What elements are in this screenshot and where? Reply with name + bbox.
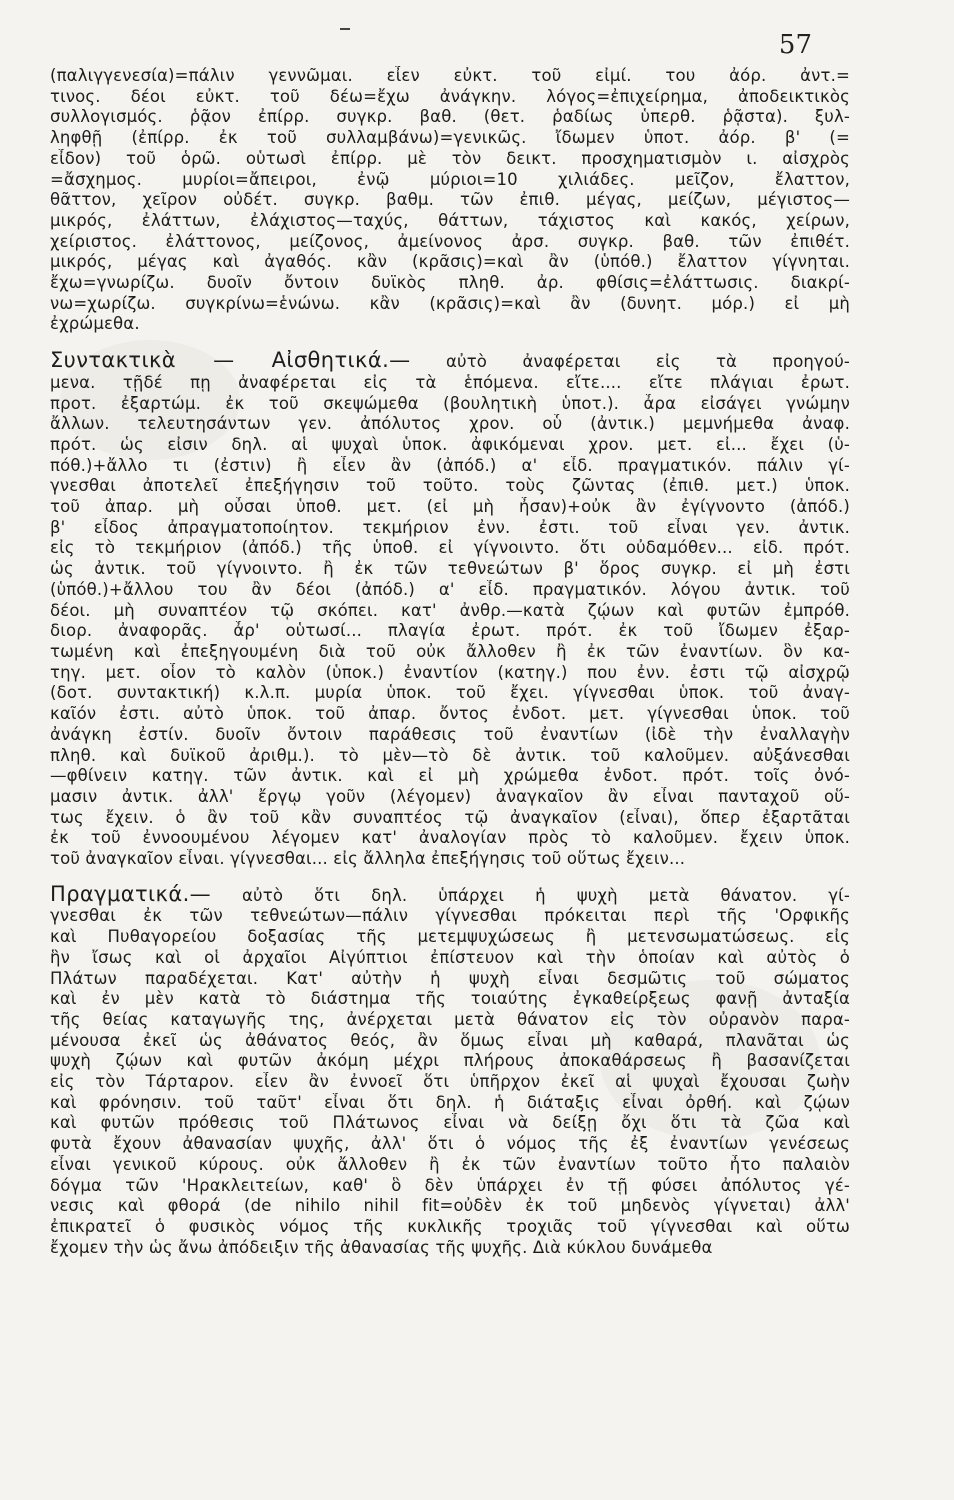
text-line: καὶ Πυθαγορείου δοξασίας τῆς μετεμψυχώσεως ἢ μετενσωματώσεως. εἰς <box>50 927 850 947</box>
text-line <box>50 350 850 373</box>
text-line: ἄλλων. τελευτησάντων γεν. ἀπόλυτος χρον. οὗ (ἀντικ.) μεμνήμεθα ἀναφ. <box>50 414 850 434</box>
text-line: ἐχρώμεθα. <box>50 314 140 334</box>
text-line: τως ἔχειν. ὁ ἂν τοῦ κἂν συναπτέος τῷ ἀναγκαῖον (εἶναι), ὅπερ ἐξαρτᾶται <box>50 807 850 827</box>
text-line: ἐκ τοῦ ἐννοουμένου λέγομεν κατ' ἀναλογίαν πρὸς τὸ καλοῦμεν. ἔχειν ὑποκ. <box>50 828 850 848</box>
text-line: ἀνάγκη ἐστίν. δυοῖν ὄντοιν παράθεσις τοῦ ἐναντίων (ἰδὲ τὴν ἐναλλαγὴν <box>50 724 850 744</box>
text-line: γνεσθαι ἐκ τῶν τεθνεώτων—πάλιν γίγνεσθαι πρόκειται περὶ τῆς 'Ορφικῆς <box>50 906 850 926</box>
text-line: —φθίνειν κατηγ. τῶν ἀντικ. καὶ εἰ μὴ χρώμεθα ἐνδοτ. πρότ. τοῖς ὀνό- <box>50 766 850 786</box>
text-line: εἶδον) τοῦ ὁρῶ. οὑτωσὶ ἐπίρρ. μὲ τὸν δεικτ. προσχηματισμὸν ι. αἰσχρὸς <box>50 148 850 168</box>
text-line-rest: αὐτὸ ὅτι δηλ. ὑπάρχει ἡ ψυχὴ μετὰ θάνατον. γί- <box>211 885 850 905</box>
text-line: τηγ. μετ. οἷον τὸ καλὸν (ὑποκ.) ἐναντίον (κατηγ.) που ἐνν. ἐστι τῷ αἰσχρῷ <box>50 662 850 682</box>
text-line: προτ. ἐξαρτώμ. ἐκ τοῦ σκεψώμεθα (βουλητικὴ ὑποτ.). ἆρα εἰσάγει γνώμην <box>50 393 850 413</box>
text-line: διορ. ἀναφορᾶς. ἆρ' οὑτωσί... πλαγία ἐρωτ. πρότ. ἐκ τοῦ ἴδωμεν ἐξαρ- <box>50 621 850 641</box>
text-line: τοῦ ἀναγκαῖον εἶναι. γίγνεσθαι... εἰς ἄλληλα ἐπεξήγησις τοῦ οὕτως ἔχειν... <box>50 849 686 869</box>
section-heading-factual: Πραγματικά.— <box>50 883 212 906</box>
text-line: μενα. τῇδέ πῃ ἀναφέρεται εἰς τὰ ἑπόμενα. εἴτε.... εἴτε πλάγιαι ἐρωτ. <box>50 372 850 392</box>
text-line: πρότ. ὡς εἰσιν δηλ. αἱ ψυχαὶ ὑποκ. ἀφικόμεναι χρον. μετ. εἰ... ἔχει (ὑ- <box>50 434 850 454</box>
text-line: νεσις καὶ φθορά (de nihilo nihil fit=οὐδὲν ἐκ τοῦ μηδενὸς γίγνεται) ἀλλ' <box>50 1196 850 1216</box>
text-line: τωμένη καὶ ἐπεξηγουμένη διὰ τοῦ οὐκ ἄλλοθεν ἢ ἐκ τῶν ἐναντίων. ὃν κα- <box>50 641 850 661</box>
text-line: ἔχω=γνωρίζω. δυοῖν ὄντοιν δυϊκὸς πληθ. ἀρ. φθίσις=ἐλάττωσις. διακρί- <box>50 273 850 293</box>
text-line: μικρός, ἐλάττων, ἐλάχιστος—ταχύς, θάττων, τάχιστος καὶ κακός, χείρων, <box>50 210 850 230</box>
text-line: μασιν ἀντικ. ἀλλ' ἔργῳ γοῦν (λέγομεν) ἀναγκαῖον ἂν εἶναι πανταχοῦ οὕ- <box>50 786 850 806</box>
text-line-rest: αὐτὸ ἀναφέρεται εἰς τὰ προηγού- <box>410 352 850 372</box>
text-line: δόγμα τῶν 'Ηρακλειτείων, καθ' ὃ δὲν ὑπάρχει ἐν τῇ φύσει ἀπόλυτος γέ- <box>50 1175 850 1195</box>
text-line: καὶ φρόνησιν. τοῦ ταῦτ' εἶναι ὅτι δηλ. ἡ διάταξις εἶναι ὀρθή. καὶ ζῴων <box>50 1092 850 1112</box>
text-line: ἐπικρατεῖ ὁ φυσικὸς νόμος τῆς κυκλικῆς τροχιᾶς τοῦ γίγνεσθαι καὶ οὕτω <box>50 1216 850 1236</box>
text-line: τῆς θείας καταγωγῆς της, ἀνέρχεται μετὰ θάνατον εἰς τὸν οὐρανὸν παρα- <box>50 1009 850 1029</box>
text-line <box>50 884 850 907</box>
section-factual-notes <box>50 884 850 1259</box>
section-heading-syntactic: Συντακτικὰ — Αἰσθητικά.— <box>50 350 411 373</box>
page-number: 57 <box>778 30 812 60</box>
section-syntactic-notes <box>50 350 850 870</box>
text-line: χείριστος. ἐλάττονος, μείζονος, ἀμείνονος ἀρσ. συγκρ. βαθ. τῶν ἐπιθέτ. <box>50 231 850 251</box>
text-line: Πλάτων παραδέχεται. Κατ' αὐτὴν ἡ ψυχὴ εἶναι δεσμῶτις τοῦ σώματος <box>50 968 850 988</box>
text-line: (δοτ. συντακτική) κ.λ.π. μυρία ὑποκ. τοῦ ἔχει. γίγνεσθαι ὑποκ. τοῦ ἀναγ- <box>50 683 850 703</box>
text-line: εἰς τὸν Τάρταρον. εἶεν ἂν ἐννοεῖ ὅτι ὑπῆρχον ἐκεῖ αἱ ψυχαὶ ἔχουσαι ζωὴν <box>50 1072 850 1092</box>
text-line: τοῦ ἀπαρ. μὴ οὖσαι ὑποθ. μετ. (εἰ μὴ ἦσαν)+οὐκ ἂν ἐγίγνοντο (ἀπόδ.) <box>50 497 850 517</box>
text-line: (παλιγγενεσία)=πάλιν γεννῶμαι. εἶεν εὐκτ. τοῦ εἰμί. του ἀόρ. ἀντ.= <box>50 66 850 85</box>
header-mark <box>340 28 350 30</box>
text-line: φυτὰ ἔχουν ἀθανασίαν ψυχῆς, ἀλλ' ὅτι ὁ νόμος τῆς ἐξ ἐναντίων γενέσεως <box>50 1134 850 1154</box>
text-line: πληθ. καὶ δυϊκοῦ ἀριθμ.). τὸ μὲν—τὸ δὲ ἀντικ. τοῦ καλοῦμεν. αὐξάνεσθαι <box>50 745 850 765</box>
text-line: συλλογισμός. ῥᾷον ἐπίρρ. συγκρ. βαθ. (θετ. ῥαδίως ὑπερθ. ῥᾷστα). ξυλ- <box>50 107 850 127</box>
text-line: =ἄσχημος. μυρίοι=ἄπειροι, ἐνῷ μύριοι=10 χιλιάδες. μεῖζον, ἔλαττον, <box>50 169 850 189</box>
text-line: τινος. δέοι εὐκτ. τοῦ δέω=ἔχω ἀνάγκην. λόγος=ἐπιχείρημα, ἀποδεικτικὸς <box>50 86 850 106</box>
text-line: δέοι. μὴ συναπτέον τῷ σκόπει. κατ' ἀνθρ.—κατὰ ζῴων καὶ φυτῶν ἐμπρόθ. <box>50 600 850 620</box>
text-line: μένουσα ἐκεῖ ὡς ἀθάνατος θεός, ἂν ὅμως εἶναι μὴ καθαρά, πλανᾶται ὡς <box>50 1030 850 1050</box>
text-line: καὶ ἐν μὲν κατὰ τὸ διάστημα τῆς τοιαύτης ἐγκαθείρξεως φανῇ ἀνταξία <box>50 989 850 1009</box>
text-line: (ὑπόθ.)+ἄλλου του ἂν δέοι (ἀπόδ.) α' εἶδ. πραγματικόν. λόγου ἀντικ. τοῦ <box>50 579 850 599</box>
text-line: καῖόν ἐστι. αὐτὸ ὑποκ. τοῦ ἀπαρ. ὄντος ἐνδοτ. μετ. γίγνεσθαι ὑποκ. τοῦ <box>50 704 850 724</box>
text-line: μικρός, μέγας καὶ ἀγαθός. κἂν (κρᾶσις)=καὶ ἂν (ὑπόθ.) ἔλαττον γίγνηται. <box>50 252 850 272</box>
text-line: ἔχομεν τὴν ὡς ἄνω ἀπόδειξιν τῆς ἀθανασίας τῆς ψυχῆς. Διὰ κύκλου δυνάμεθα <box>50 1237 713 1257</box>
text-line: ψυχὴ ζῴων καὶ φυτῶν ἀκόμη μέχρι πλήρους ἀποκαθάρσεως ἢ βασανίζεται <box>50 1051 850 1071</box>
text-line: εἶναι γενικοῦ κύρους. οὐκ ἄλλοθεν ἢ ἐκ τῶν ἐναντίων τοῦτο ἦτο παλαιὸν <box>50 1154 850 1174</box>
text-line: γνεσθαι ἀποτελεῖ ἐπεξήγησιν τοῦ τοῦτο. τοὺς ζῶντας (ἐπιθ. μετ.) ὑποκ. <box>50 476 850 496</box>
text-line: β' εἶδος ἀπραγματοποίητον. τεκμήριον ἐνν. ἐστι. τοῦ εἶναι γεν. ἀντικ. <box>50 517 850 537</box>
text-line: καὶ φυτῶν πρόθεσις τοῦ Πλάτωνος εἶναι νὰ δείξῃ ὄχι ὅτι τὰ ζῶα καὶ <box>50 1113 850 1133</box>
text-line: ἣν ἴσως καὶ οἱ ἀρχαῖοι Αἰγύπτιοι ἐπίστευον καὶ τὴν ὁποίαν καὶ αὐτὸς ὁ <box>50 947 850 967</box>
paragraph-glossary <box>50 66 850 335</box>
text-line: ὡς ἀντικ. τοῦ γίγνοιντο. ἢ ἐκ τῶν τεθνεώτων β' ὅρος συγκρ. εἰ μὴ ἐστι <box>50 559 850 579</box>
text-line: εἰς τὸ τεκμήριον (ἀπόδ.) τῆς ὑποθ. εἰ γίγνοιντο. ὅτι οὐδαμόθεν... εἰδ. πρότ. <box>50 538 850 558</box>
text-line: νω=χωρίζω. συγκρίνω=ἑνώνω. κἂν (κρᾶσις)=καὶ ἂν (δυνητ. μόρ.) εἰ μὴ <box>50 293 850 313</box>
page-body <box>50 66 850 1258</box>
text-line: θᾶττον, χεῖρον οὐδέτ. συγκρ. βαθμ. τῶν ἐπιθ. μέγας, μείζων, μέγιστος— <box>50 190 850 210</box>
text-line: πόθ.)+ἄλλο τι (ἐστιν) ἢ εἶεν ἂν (ἀπόδ.) α' εἶδ. πραγματικόν. πάλιν γί- <box>50 455 850 475</box>
text-line: ληφθῇ (ἐπίρρ. ἐκ τοῦ συλλαμβάνω)=γενικῶς. ἴδωμεν ὑποτ. ἀόρ. β' (= <box>50 128 850 148</box>
